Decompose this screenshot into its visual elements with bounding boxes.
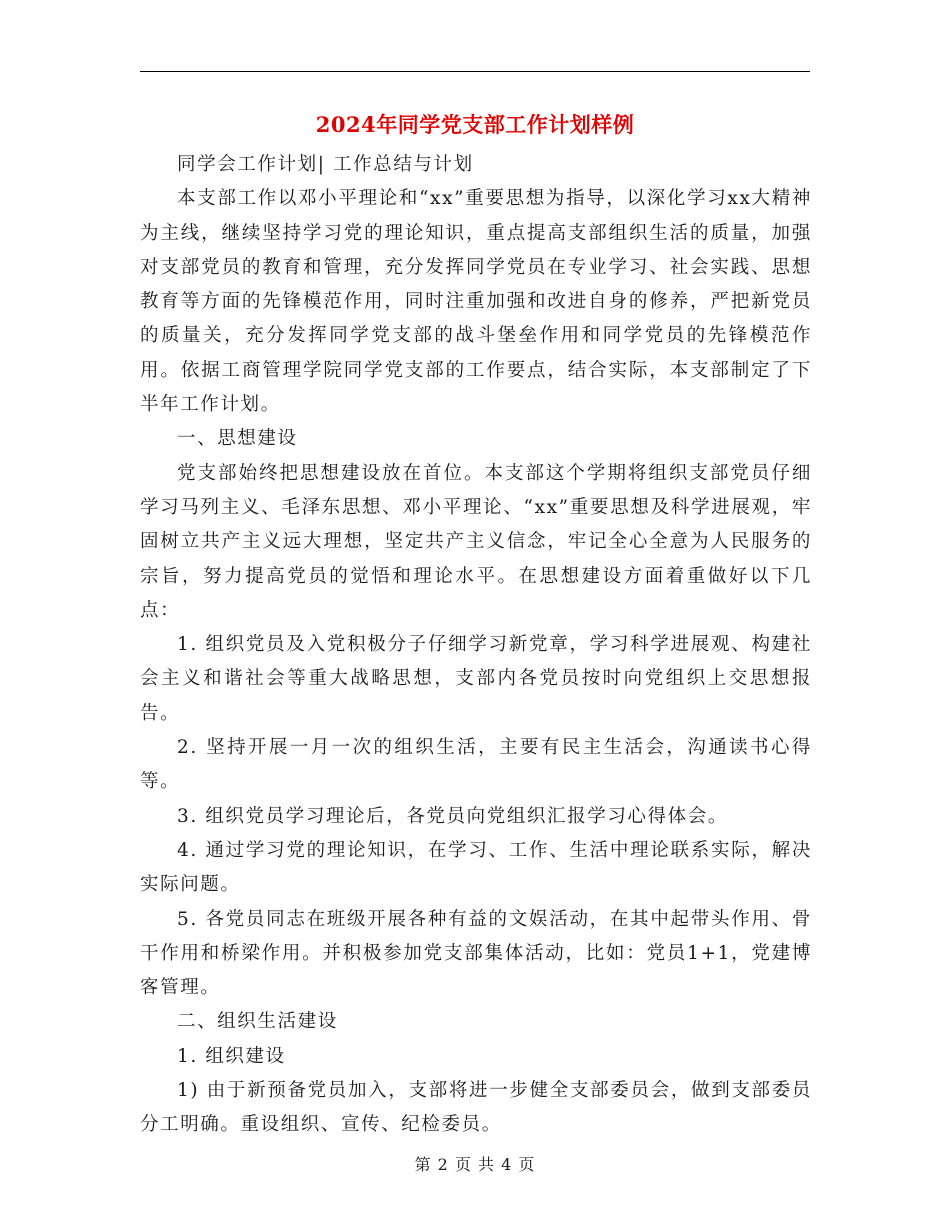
document-body: [140, 148, 812, 1143]
section-heading-1: 一、思想建设: [177, 428, 298, 450]
sub-list-item-1: 1) 由于新预备党员加入，支部将进一步健全支部委员会，做到支部委员分工明确。重设组织、宣传、纪检委员。: [140, 1080, 812, 1136]
header-rule: [140, 71, 810, 72]
paragraph-intro: 本支部工作以邓小平理论和“xx”重要思想为指导，以深化学习xx大精神为主线，继续坚持学习党的理论知识，重点提高支部组织生活的质量，加强对支部党员的教育和管理，充分发挥同学党员在专业学习、社会实践、思想教育等方面的先锋模范作用，同时注重加强和改进自身的修养，严把新党员的质量关，充分发挥同学党支部的战斗堡垒作用和同学党员的先锋模范作用。依据工商管理学院同学党支部的工作要点，结合实际，本支部制定了下半年工作计划。: [140, 188, 812, 416]
list-item-3: 3. 组织党员学习理论后，各党员向党组织汇报学习心得体会。: [177, 805, 728, 827]
section-heading-2: 二、组织生活建设: [177, 1011, 338, 1033]
list-item-5: 5. 各党员同志在班级开展各种有益的文娱活动，在其中起带头作用、骨干作用和桥梁作用。并积极参加党支部集体活动，比如：党员1+1，党建博客管理。: [140, 908, 812, 999]
subsection-heading-1: 1. 组织建设: [177, 1045, 286, 1067]
paragraph-subtitle: 同学会工作计划| 工作总结与计划: [177, 154, 474, 175]
list-item-1: 1. 组织党员及入党积极分子仔细学习新党章，学习科学进展观、构建社会主义和谐社会等重大战略思想，支部内各党员按时向党组织上交思想报告。: [140, 634, 812, 724]
list-item-4: 4. 通过学习党的理论知识，在学习、工作、生活中理论联系实际，解决实际问题。: [140, 839, 812, 896]
paragraph-section-1: 党支部始终把思想建设放在首位。本支部这个学期将组织支部党员仔细学习马列主义、毛泽东思想、邓小平理论、“xx”重要思想及科学进展观，牢固树立共产主义远大理想，坚定共产主义信念，牢记全心全意为人民服务的宗旨，努力提高党员的觉悟和理论水平。在思想建设方面着重做好以下几点：: [140, 462, 812, 621]
document-title: 2024年同学党支部工作计划样例: [315, 112, 635, 137]
page-number-footer: 第 2 页 共 4 页: [414, 1155, 536, 1174]
list-item-2: 2. 坚持开展一月一次的组织生活，主要有民主生活会，沟通读书心得等。: [140, 737, 812, 793]
